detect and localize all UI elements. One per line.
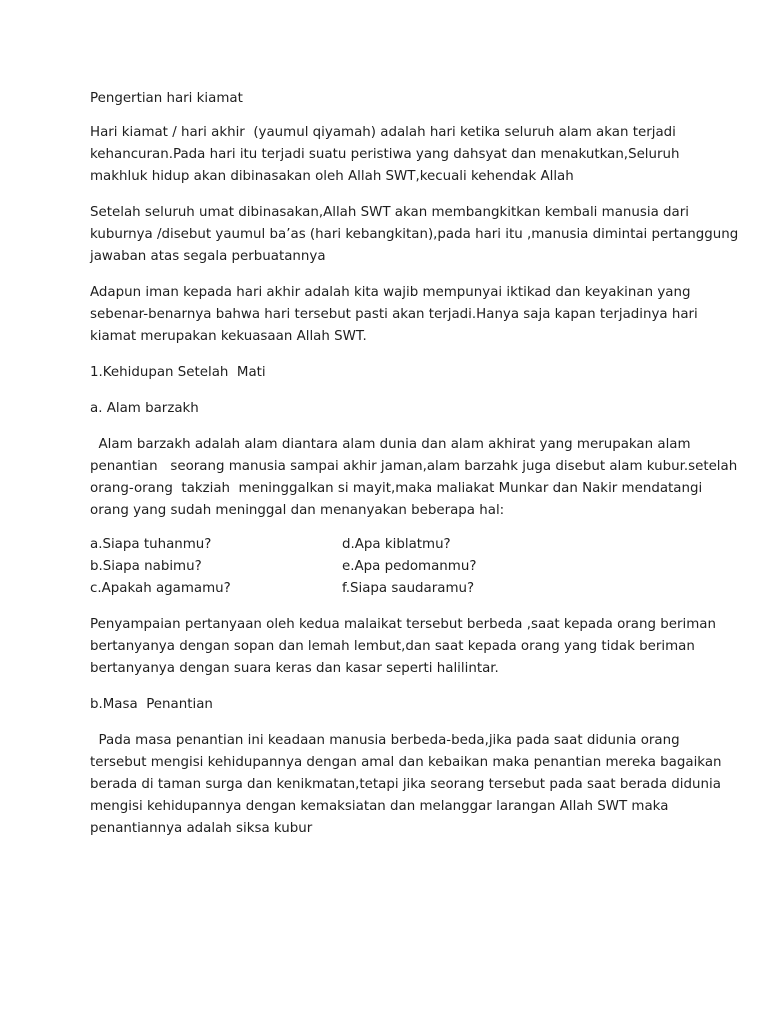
paragraph-faith [90, 282, 698, 348]
subsection-heading-b: b.Masa Penantian [90, 697, 213, 712]
paragraph-barzakh [90, 434, 738, 522]
paragraph-line: kehancuran.Pada hari itu terjadi suatu peristiwa yang dahsyat dan menakutkan,Seluruh [90, 147, 680, 162]
paragraph-line: kuburnya /disebut yaumul ba’as (hari kebangkitan),pada hari itu ,manusia dimintai pertanggung [90, 227, 739, 242]
document-page [90, 88, 739, 840]
paragraph-line: jawaban atas segala perbuatannya [90, 249, 326, 264]
paragraph-line: bertanyanya dengan suara keras dan kasar seperti halilintar. [90, 661, 499, 676]
paragraph-line: bertanyanya dengan sopan dan lemah lembut,dan saat kepada orang yang tidak beriman [90, 639, 695, 654]
document-title: Pengertian hari kiamat [90, 91, 243, 106]
paragraph-waiting [90, 730, 722, 840]
paragraph-line: Hari kiamat / hari akhir (yaumul qiyamah) adalah hari ketika seluruh alam akan terjadi [90, 125, 676, 140]
paragraph-line: tersebut mengisi kehidupannya dengan amal dan kebaikan maka penantian mereka bagaikan [90, 755, 722, 770]
paragraph-line: sebenar-benarnya bahwa hari tersebut pasti akan terjadi.Hanya saja kapan terjadinya hari [90, 307, 698, 322]
paragraph-line: berada di taman surga dan kenikmatan,tetapi jika seorang tersebut pada saat berada didunia [90, 777, 721, 792]
paragraph-line: penantiannya adalah siksa kubur [90, 821, 313, 836]
question-item: d.Apa kiblatmu? [342, 537, 451, 552]
question-item: b.Siapa nabimu? [90, 559, 202, 574]
paragraph-line: Setelah seluruh umat dibinasakan,Allah SWT akan membangkitkan kembali manusia dari [90, 205, 689, 220]
paragraph-line: makhluk hidup akan dibinasakan oleh Allah SWT,kecuali kehendak Allah [90, 169, 574, 184]
paragraph-line: penantian seorang manusia sampai akhir jaman,alam barzahk juga disebut alam kubur.setelah [90, 459, 738, 474]
paragraph-resurrection [90, 202, 739, 268]
question-item: c.Apakah agamamu? [90, 581, 231, 596]
paragraph-line: Pada masa penantian ini keadaan manusia berbeda-beda,jika pada saat didunia orang [90, 733, 680, 748]
questions-list [90, 534, 690, 600]
paragraph-line: orang-orang takziah meninggalkan si mayit,maka maliakat Munkar dan Nakir mendatangi [90, 481, 703, 496]
paragraph-definition [90, 122, 690, 188]
paragraph-line: orang yang sudah meninggal dan menanyakan beberapa hal: [90, 503, 505, 518]
subsection-heading-a: a. Alam barzakh [90, 401, 199, 416]
paragraph-line: kiamat merupakan kekuasaan Allah SWT. [90, 329, 367, 344]
paragraph-line: Alam barzakh adalah alam diantara alam dunia dan alam akhirat yang merupakan alam [90, 437, 691, 452]
paragraph-line: Penyampaian pertanyaan oleh kedua malaikat tersebut berbeda ,saat kepada orang beriman [90, 617, 716, 632]
paragraph-questioning [90, 614, 716, 680]
section-heading: 1.Kehidupan Setelah Mati [90, 365, 266, 380]
paragraph-line: mengisi kehidupannya dengan kemaksiatan dan melanggar larangan Allah SWT maka [90, 799, 669, 814]
question-item: a.Siapa tuhanmu? [90, 537, 212, 552]
question-item: e.Apa pedomanmu? [342, 559, 477, 574]
question-item: f.Siapa saudaramu? [342, 581, 475, 596]
paragraph-line: Adapun iman kepada hari akhir adalah kita wajib mempunyai iktikad dan keyakinan yang [90, 285, 691, 300]
